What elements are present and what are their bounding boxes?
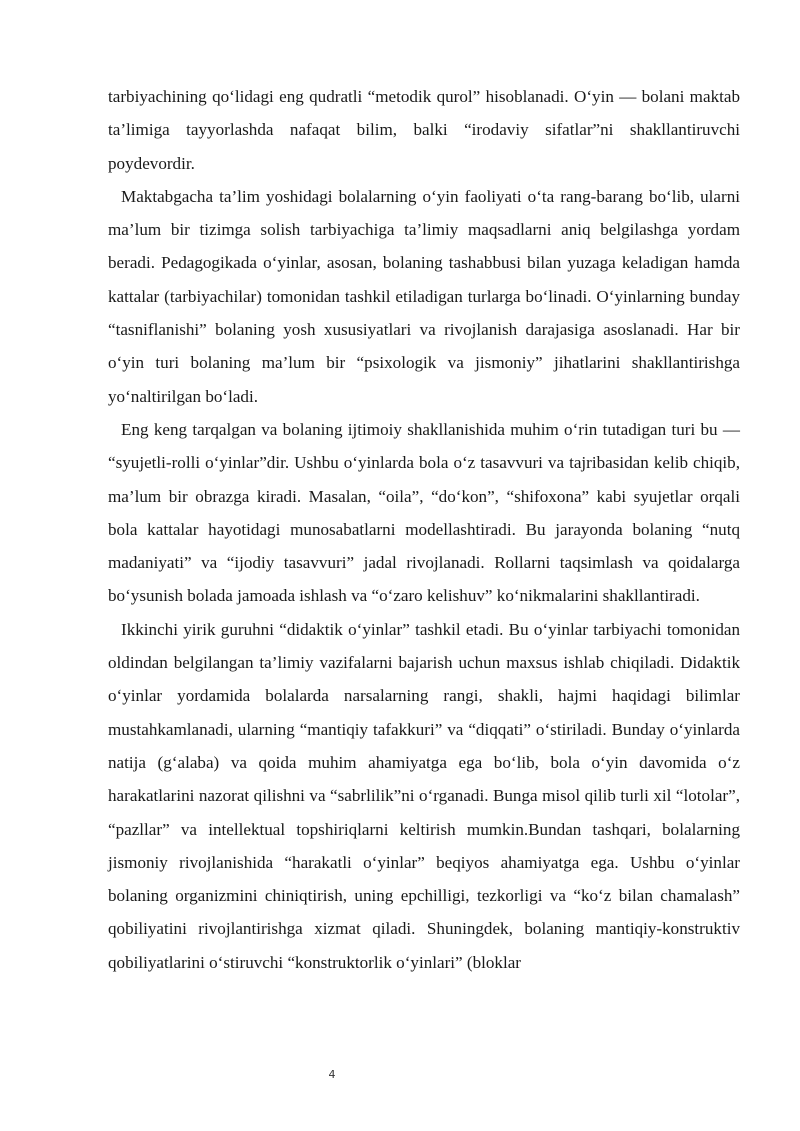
paragraph-continued: tarbiyachining qo‘lidagi eng qudratli “metodik qurol” hisoblanadi. O‘yin — bolani maktab ta’limiga tayyorlashda nafaqat bilim, balki “irodaviy sifatlar”ni shakllantiruvchi poydevordir.: [108, 87, 740, 173]
paragraph-didactic-games: Ikkinchi yirik guruhni “didaktik o‘yinlar” tashkil etadi. Bu o‘yinlar tarbiyachi tomonidan oldindan belgilangan ta’limiy vazifalarni bajarish uchun maxsus ishlab chiqiladi. Didaktik o‘yinlar yordamida bolalarda narsalarning rangi, shakli, hajmi haqidagi bilimlar mustahkamlanadi, ularning “mantiqiy tafakkuri” va “diqqati” o‘stiriladi. Bunday o‘yinlarda natija (g‘alaba) va qoida muhim ahamiyatga ega bo‘lib, bola o‘yin davomida o‘z harakatlarini nazorat qilishni va “sabrlilik”ni o‘rganadi. Bunga misol qilib turli xil “lotolar”, “pazllar” va intellektual topshiriqlarni keltirish mumkin.Bundan tashqari, bolalarning jismoniy rivojlanishida “harakatli o‘yinlar” beqiyos ahamiyatga ega. Ushbu o‘yinlar bolaning organizmini chiniqtirish, uning epchilligi, tezkorligi va “ko‘z bilan chamalash” qobiliyatini rivojlantirishga xizmat qiladi. Shuningdek, bolaning mantiqiy-konstruktiv qobiliyatlarini o‘stiruvchi “konstruktorlik o‘yinlari” (bloklar: [108, 619, 740, 972]
document-page: [108, 80, 740, 979]
page-number: 4: [328, 1068, 336, 1081]
paragraph-game-classification: Maktabgacha ta’lim yoshidagi bolalarning o‘yin faoliyati o‘ta rang-barang bo‘lib, ularni ma’lum bir tizimga solish tarbiyachiga ta’limiy maqsadlarni aniq belgilashga yordam beradi. Pedagogikada o‘yinlar, asosan, bolaning tashabbusi bilan yuzaga keladigan hamda kattalar (tarbiyachilar) tomonidan tashkil etiladigan turlarga bo‘linadi. O‘yinlarning bunday “tasniflanishi” bolaning yosh xususiyatlari va rivojlanish darajasiga asoslanadi. Har bir o‘yin turi bolaning ma’lum bir “psixologik va jismoniy” jihatlarini shakllantirishga yo‘naltirilgan bo‘ladi.: [108, 186, 740, 406]
paragraph-role-playing-games: Eng keng tarqalgan va bolaning ijtimoiy shakllanishida muhim o‘rin tutadigan turi bu — “syujetli-rolli o‘yinlar”dir. Ushbu o‘yinlarda bola o‘z tasavvuri va tajribasidan kelib chiqib, ma’lum bir obrazga kiradi. Masalan, “oila”, “do‘kon”, “shifoxona” kabi syujetlar orqali bola kattalar hayotidagi munosabatlarni modellashtiradi. Bu jarayonda bolaning “nutq madaniyati” va “ijodiy tasavvuri” jadal rivojlanadi. Rollarni taqsimlash va qoidalarga bo‘ysunish bolada jamoada ishlash va “o‘zaro kelishuv” ko‘nikmalarini shakllantiradi.: [108, 419, 740, 606]
